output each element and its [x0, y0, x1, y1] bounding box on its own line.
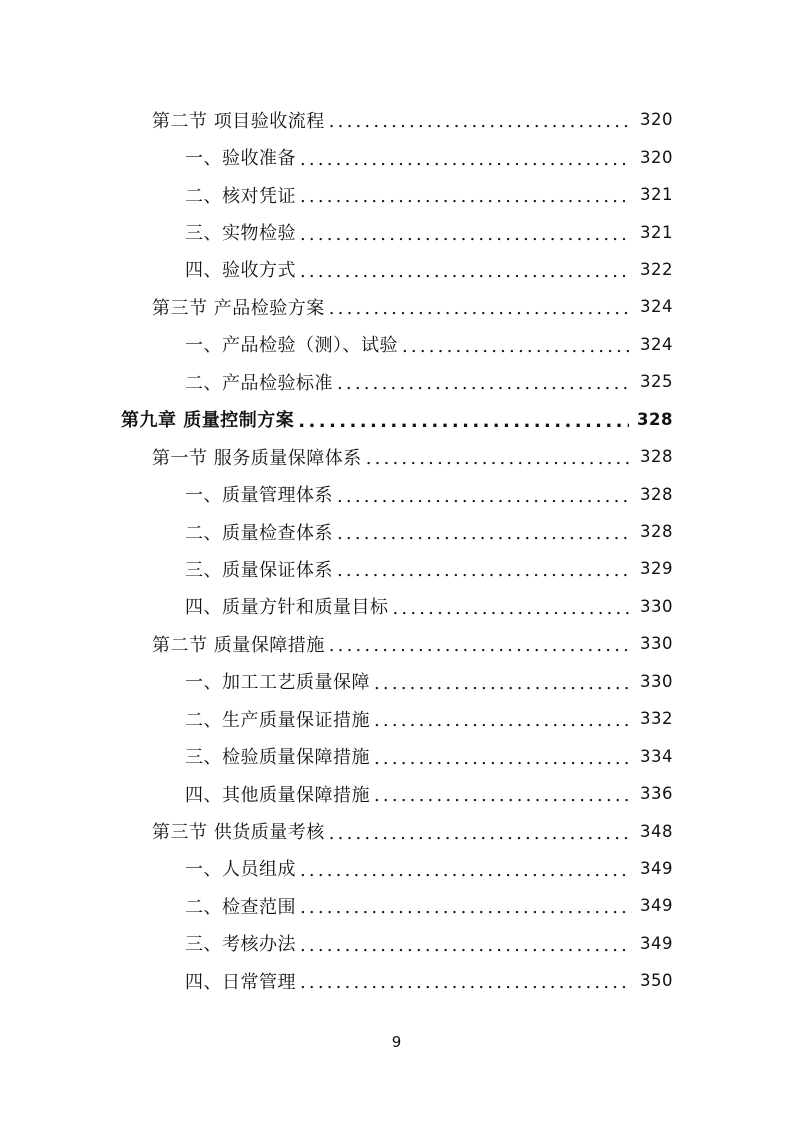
toc-entry-page: 328: [640, 522, 673, 542]
toc-entry-title: 四、其他质量保障措施: [185, 784, 370, 806]
toc-entry-page: 321: [640, 222, 673, 242]
toc-entry[interactable]: [0, 775, 793, 812]
toc-dot-leader: [300, 860, 632, 881]
toc-entry[interactable]: [0, 812, 793, 849]
toc-entry-page: 349: [640, 933, 673, 953]
toc-entry-page: 325: [640, 372, 673, 392]
toc-entry[interactable]: [0, 213, 793, 250]
toc-entry-page: 321: [640, 185, 673, 205]
toc-entry-page: 320: [640, 110, 673, 130]
toc-dot-leader: [402, 336, 632, 357]
toc-entry-title: 二、核对凭证: [185, 185, 296, 207]
toc-entry[interactable]: [0, 101, 793, 138]
toc-entry[interactable]: [0, 850, 793, 887]
toc-dot-leader: [337, 523, 632, 544]
toc-dot-leader: [329, 111, 632, 132]
toc-entry[interactable]: [0, 588, 793, 625]
toc-dot-leader: [329, 635, 632, 656]
toc-entry[interactable]: [0, 550, 793, 587]
toc-entry-title: 第一节 服务质量保障体系: [152, 447, 362, 469]
toc-dot-leader: [337, 373, 632, 394]
toc-entry[interactable]: [0, 251, 793, 288]
toc-entry-title: 第二节 质量保障措施: [152, 634, 325, 656]
toc-dot-leader: [329, 298, 632, 319]
toc-dot-leader: [300, 186, 632, 207]
toc-entry-page: 320: [640, 147, 673, 167]
toc-entry-title: 四、验收方式: [185, 260, 296, 282]
toc-entry[interactable]: [0, 326, 793, 363]
toc-entry-page: 328: [640, 447, 673, 467]
toc-dot-leader: [329, 823, 632, 844]
toc-entry[interactable]: [0, 438, 793, 475]
toc-dot-leader: [374, 748, 632, 769]
toc-entry[interactable]: [0, 962, 793, 999]
toc-entry-title: 三、检验质量保障措施: [185, 747, 370, 769]
toc-dot-leader: [393, 598, 633, 619]
toc-dot-leader: [300, 149, 632, 170]
toc-entry-page: 350: [640, 971, 673, 991]
toc-entry[interactable]: [0, 176, 793, 213]
toc-entry-page: 324: [640, 334, 673, 354]
toc-entry[interactable]: [0, 663, 793, 700]
toc-dot-leader: [300, 972, 632, 993]
toc-entry-page: 334: [640, 746, 673, 766]
toc-entry[interactable]: [0, 138, 793, 175]
toc-entry[interactable]: [0, 700, 793, 737]
toc-entry-title: 第三节 产品检验方案: [152, 297, 325, 319]
toc-entry-title: 一、验收准备: [185, 148, 296, 170]
toc-entry[interactable]: [0, 737, 793, 774]
toc-entry-title: 一、产品检验（测）、试验: [185, 335, 398, 357]
toc-entry-page: 349: [640, 858, 673, 878]
toc-entry-page: 329: [640, 559, 673, 579]
toc-dot-leader: [366, 448, 632, 469]
toc-entry[interactable]: [0, 887, 793, 924]
toc-entry-title: 一、人员组成: [185, 859, 296, 881]
table-of-contents: [0, 101, 793, 1000]
toc-entry[interactable]: [0, 288, 793, 325]
toc-entry[interactable]: [0, 475, 793, 512]
toc-entry-title: 三、质量保证体系: [185, 559, 333, 581]
toc-entry-page: 332: [640, 709, 673, 729]
toc-entry-title: 二、产品检验标准: [185, 372, 333, 394]
toc-dot-leader: [337, 486, 632, 507]
toc-entry-page: 328: [640, 484, 673, 504]
toc-entry-page: 328: [637, 409, 673, 429]
toc-entry-title: 第二节 项目验收流程: [152, 110, 325, 132]
toc-dot-leader: [374, 710, 632, 731]
toc-entry-title: 二、质量检查体系: [185, 522, 333, 544]
toc-entry-title: 第九章 质量控制方案: [121, 410, 295, 432]
toc-entry-page: 349: [640, 896, 673, 916]
toc-entry-page: 336: [640, 784, 673, 804]
toc-dot-leader: [374, 673, 632, 694]
toc-entry-page: 330: [640, 634, 673, 654]
toc-entry-title: 四、质量方针和质量目标: [185, 597, 389, 619]
toc-entry-title: 二、检查范围: [185, 896, 296, 918]
toc-entry-page: 330: [640, 596, 673, 616]
toc-entry[interactable]: [0, 363, 793, 400]
toc-entry[interactable]: [0, 925, 793, 962]
toc-dot-leader: [300, 935, 632, 956]
toc-entry-page: 330: [640, 671, 673, 691]
toc-entry-title: 三、考核办法: [185, 934, 296, 956]
toc-entry[interactable]: [0, 401, 793, 438]
page-number: 9: [391, 1033, 402, 1051]
toc-entry[interactable]: [0, 625, 793, 662]
toc-entry-page: 322: [640, 259, 673, 279]
toc-dot-leader: [374, 785, 632, 806]
toc-entry-page: 324: [640, 297, 673, 317]
toc-dot-leader: [300, 897, 632, 918]
toc-entry-title: 一、加工工艺质量保障: [185, 672, 370, 694]
toc-entry-title: 一、质量管理体系: [185, 485, 333, 507]
toc-entry-title: 三、实物检验: [185, 223, 296, 245]
toc-entry[interactable]: [0, 513, 793, 550]
toc-dot-leader: [300, 224, 632, 245]
toc-entry-page: 348: [640, 821, 673, 841]
toc-dot-leader: [300, 261, 632, 282]
toc-entry-title: 第三节 供货质量考核: [152, 822, 325, 844]
toc-entry-title: 四、日常管理: [185, 971, 296, 993]
toc-dot-leader: [337, 560, 632, 581]
toc-dot-leader: [298, 411, 629, 432]
toc-entry-title: 二、生产质量保证措施: [185, 709, 370, 731]
